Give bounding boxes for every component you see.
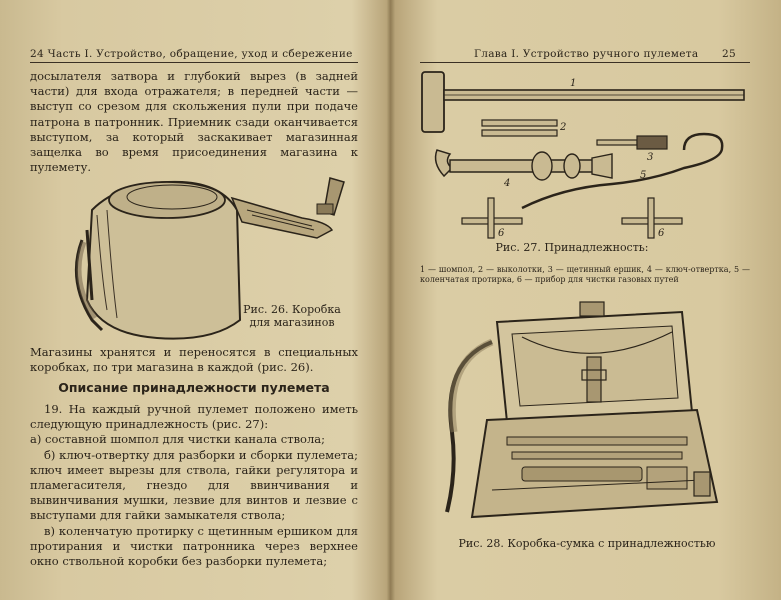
figure-28-accessory-bag	[432, 302, 742, 532]
paragraph-magazines: Магазины хранятся и переносятся в специальных коробках, по три магазина в каждой (рис. 26).	[30, 345, 358, 375]
fig27-caption: Рис. 27. Принадлежность:	[495, 241, 649, 254]
fig26-caption-line1: Рис. 26. Коробка	[243, 303, 341, 316]
right-page-number: 25	[722, 48, 736, 60]
item-v: в) коленчатую протирку с щетинным ершиком для протирания и чистки патронника через верхнее окно ствольной коробки без разборки пулемета;	[30, 523, 358, 569]
right-running-head: Глава I. Устройство ручного пулемета	[474, 48, 699, 60]
fig27-label-1: 1	[570, 78, 577, 89]
section-title: Описание принадлежности пулемета	[58, 380, 330, 395]
left-head-rule	[30, 62, 358, 63]
right-page	[392, 0, 781, 600]
fig27-label-2: 2	[560, 122, 567, 133]
item-a: а) составной шомпол для чистки канала ствола;	[30, 432, 326, 447]
item19-list	[30, 402, 358, 569]
figure-27-accessories	[422, 68, 752, 238]
right-head-rule	[420, 62, 750, 63]
item19-intro: 19. На каждый ручной пулемет положено иметь следующую принадлежность (рис. 27):	[30, 402, 358, 432]
fig27-legend: 1 — шомпол, 2 — выколотки, 3 — щетинный ершик, 4 — ключ-отвертка, 5 — коленчатая протирка, 6 — прибор для чистки газовых путей	[420, 265, 750, 284]
paragraph-top: досылателя затвора и глубокий вырез (в задней части) для входа отражателя; в передней части — выступ со срезом для скольжения пули при подаче патрона в патронник. Приемник сзади оканчивается выступом, за который заскакивает магазинная защелка во время присоединения магазина к пулемету.	[30, 69, 358, 175]
fig27-label-4: 4	[504, 178, 511, 189]
fig28-caption: Рис. 28. Коробка-сумка с принадлежностью	[458, 537, 716, 550]
fig27-label-6a: 6	[498, 228, 505, 239]
fig27-label-6b: 6	[658, 228, 665, 239]
fig26-caption-line2: для магазинов	[249, 316, 335, 329]
fig27-label-5: 5	[640, 170, 647, 181]
item-b: б) ключ-отвертку для разборки и сборки пулемета; ключ имеет вырезы для ствола, гайки регулятора и пламегасителя, гнездо для ввинчивания и вывинчивания мушки, лезвие для винтов и лезвие с выступами для гайки замыкателя ствола;	[30, 447, 358, 523]
left-running-head: 24 Часть I. Устройство, обращение, уход и сбережение	[30, 48, 353, 60]
fig27-label-3: 3	[647, 152, 654, 163]
